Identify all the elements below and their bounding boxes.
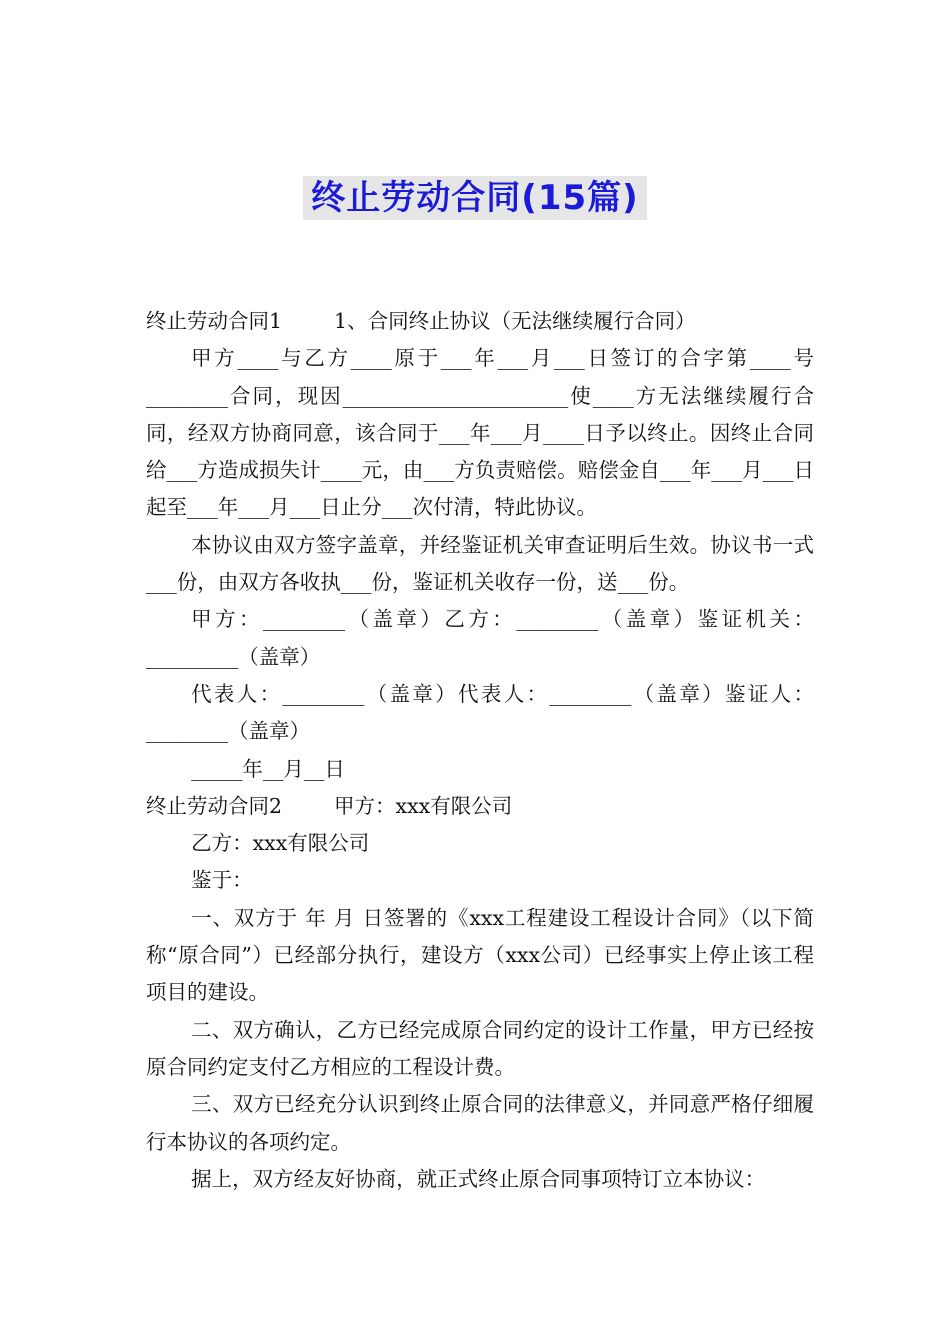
- paragraph-clause-3: 三、双方已经充分认识到终止原合同的法律意义，并同意严格仔细履行本协议的各项约定。: [146, 1092, 814, 1154]
- paragraph-termination-terms: 甲方____与乙方____原于___年___月___日签订的合字第____号________合同，现因______________________使____方无法继续履行合同，经双方协商同意，该合同于___年___月____日予以终止。因终止合同给___方造成损失计____元，由___方负责赔偿。赔偿金自___年___月___日起至___年___月___日止分___次付清，特此协议。: [146, 346, 814, 520]
- paragraph-clause-2: 二、双方确认，乙方已经完成原合同约定的设计工作量，甲方已经按原合同约定支付乙方相应的工程设计费。: [146, 1017, 814, 1079]
- section-heading-text-2: 甲方：xxx有限公司: [334, 793, 513, 818]
- section-label-1: 终止劳动合同1: [146, 309, 283, 333]
- title-container: [0, 176, 950, 220]
- section-heading-text-1: 1、合同终止协议（无法继续履行合同）: [334, 309, 696, 333]
- paragraph-seal-party: 甲方：________（盖章）乙方：________（盖章）鉴证机关：_________（盖章）: [146, 607, 814, 669]
- paragraph-clause-1: 一、双方于 年 月 日签署的《xxx工程建设工程设计合同》（以下简称“原合同”）已经部分执行，建设方（xxx公司）已经事实上停止该工程项目的建设。: [146, 905, 814, 1005]
- paragraph-validity: 本协议由双方签字盖章，并经鉴证机关审查证明后生效。协议书一式___份，由双方各收执___份，鉴证机关收存一份，送___份。: [146, 532, 814, 595]
- paragraph-conclusion: 据上，双方经友好协商，就正式终止原合同事项特订立本协议：: [191, 1166, 766, 1191]
- paragraph-whereas: 鉴于：: [191, 868, 253, 893]
- paragraph-date: _____年__月__日: [191, 756, 345, 781]
- section-heading-2: [146, 788, 814, 825]
- document-title: 终止劳动合同(15篇): [303, 176, 646, 220]
- section-heading-1: [146, 303, 814, 340]
- section-label-2: 终止劳动合同2: [146, 793, 283, 818]
- document-body: [146, 303, 814, 1198]
- paragraph-seal-representative: 代表人：________（盖章）代表人：________（盖章）鉴证人：________（盖章）: [146, 681, 814, 744]
- paragraph-party-b: 乙方：xxx有限公司: [191, 831, 370, 856]
